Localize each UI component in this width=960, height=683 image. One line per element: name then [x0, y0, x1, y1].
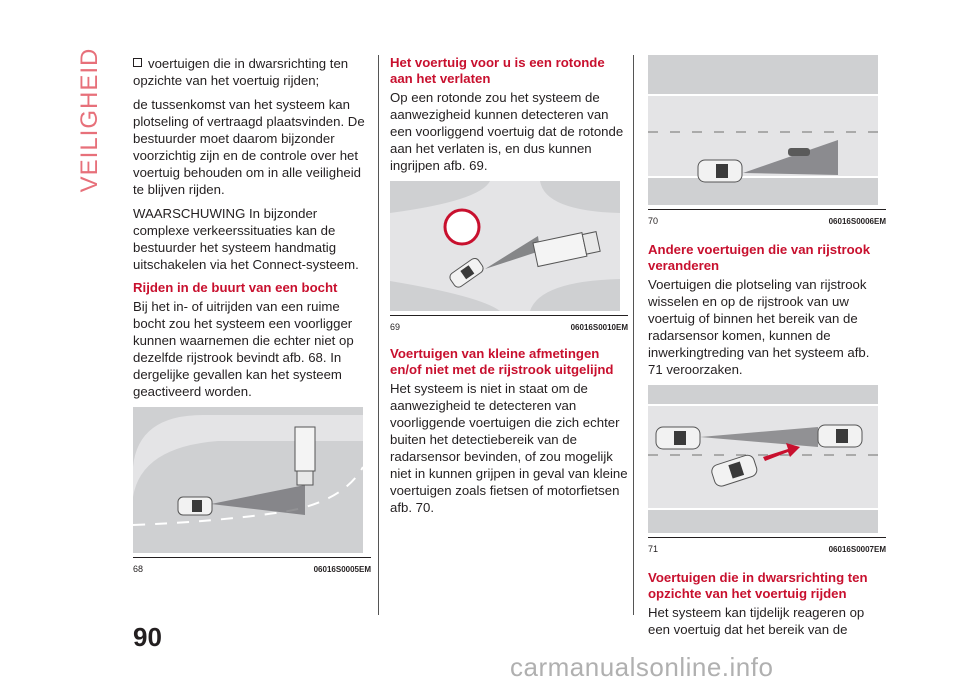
- paragraph: Voertuigen die plotseling van rijstrook wisselen en op de rijstrook van uw voertuig of binnen het bereik van de radarsensor komen, kunnen de inwerkingtreding van het systeem afb. 71 veroorzaken.: [648, 277, 870, 377]
- watermark: carmanualsonline.info: [510, 652, 774, 682]
- paragraph: Bij het in- of uitrijden van een ruime bocht zou het systeem een voorligger kunnen waarnemen die echter niet op dezelfde rijstrook bevindt afb. 68. In dergelijke gevallen kan het systeem geactiveerd worden.: [133, 299, 354, 399]
- paragraph: Het systeem is niet in staat om de aanwezigheid te detecteren van voorliggende voertuigen die zich echter buiten het detectiebereik van de radarsensor bevinden, of zou mogelijk niet in kunnen grijpen in geval van kleine voertuigen zoals fietsen of motorfietsen afb. 70.: [390, 381, 628, 515]
- paragraph: Het systeem kan tijdelijk reageren op een voertuig dat het bereik van de: [648, 605, 865, 637]
- section-heading: Voertuigen die in dwarsrichting ten opzichte van het voertuig rijden: [648, 570, 868, 601]
- page-number: 90: [133, 622, 162, 652]
- bullet-item: voertuigen die in dwarsrichting ten opzichte van het voertuig rijden;: [133, 55, 371, 89]
- figure-70: [648, 55, 886, 230]
- figure-code: 06016S0010EM: [570, 323, 628, 332]
- figure-number: 69: [390, 322, 401, 332]
- figure-caption: [133, 557, 371, 578]
- column-2: [390, 55, 628, 523]
- section-heading: Rijden in de buurt van een bocht: [133, 280, 338, 295]
- section-heading: Voertuigen van kleine afmetingen en/of niet met de rijstrook uitgelijnd: [390, 346, 614, 377]
- figure-68: [133, 407, 371, 578]
- roundabout-illustration: [390, 181, 620, 311]
- figure-69: [390, 181, 628, 336]
- lane-change-illustration: [648, 385, 878, 533]
- figure-number: 71: [648, 544, 659, 554]
- paragraph: Op een rotonde zou het systeem de aanwezigheid kunnen detecteren van een voorliggend voertuig dat de rotonde aan het verlaten is, en dus kunnen ingrijpen afb. 69.: [390, 90, 624, 173]
- figure-number: 68: [133, 564, 144, 574]
- section-heading: Andere voertuigen die van rijstrook veranderen: [648, 242, 871, 273]
- figure-code: 06016S0006EM: [828, 217, 886, 226]
- section-heading: Het voertuig voor u is een rotonde aan het verlaten: [390, 55, 605, 86]
- figure-71: [648, 385, 886, 558]
- paragraph: WAARSCHUWING In bijzonder complexe verkeerssituaties kan de bestuurder het systeem handmatig uitschakelen via het Connect-systeem.: [133, 206, 359, 272]
- figure-number: 70: [648, 216, 659, 226]
- paragraph: de tussenkomst van het systeem kan plotseling of vertraagd plaatsvinden. De bestuurder moet daarom bijzonder voorzichtig zijn en de controle over het voertuig behouden om in alle veiligheid te blijven rijden.: [133, 97, 365, 197]
- figure-caption: [648, 537, 886, 558]
- curve-illustration: [133, 407, 363, 553]
- column-divider: [378, 55, 379, 615]
- figure-code: 06016S0007EM: [828, 545, 886, 554]
- figure-caption: [390, 315, 628, 336]
- motorbike-illustration: [648, 55, 878, 205]
- column-divider: [633, 55, 634, 615]
- section-title: [70, 40, 110, 200]
- column-3: [648, 55, 886, 645]
- column-1: [133, 55, 371, 578]
- figure-code: 06016S0005EM: [313, 565, 371, 574]
- section-title-text: VEILIGHEID: [76, 47, 103, 193]
- figure-caption: [648, 209, 886, 230]
